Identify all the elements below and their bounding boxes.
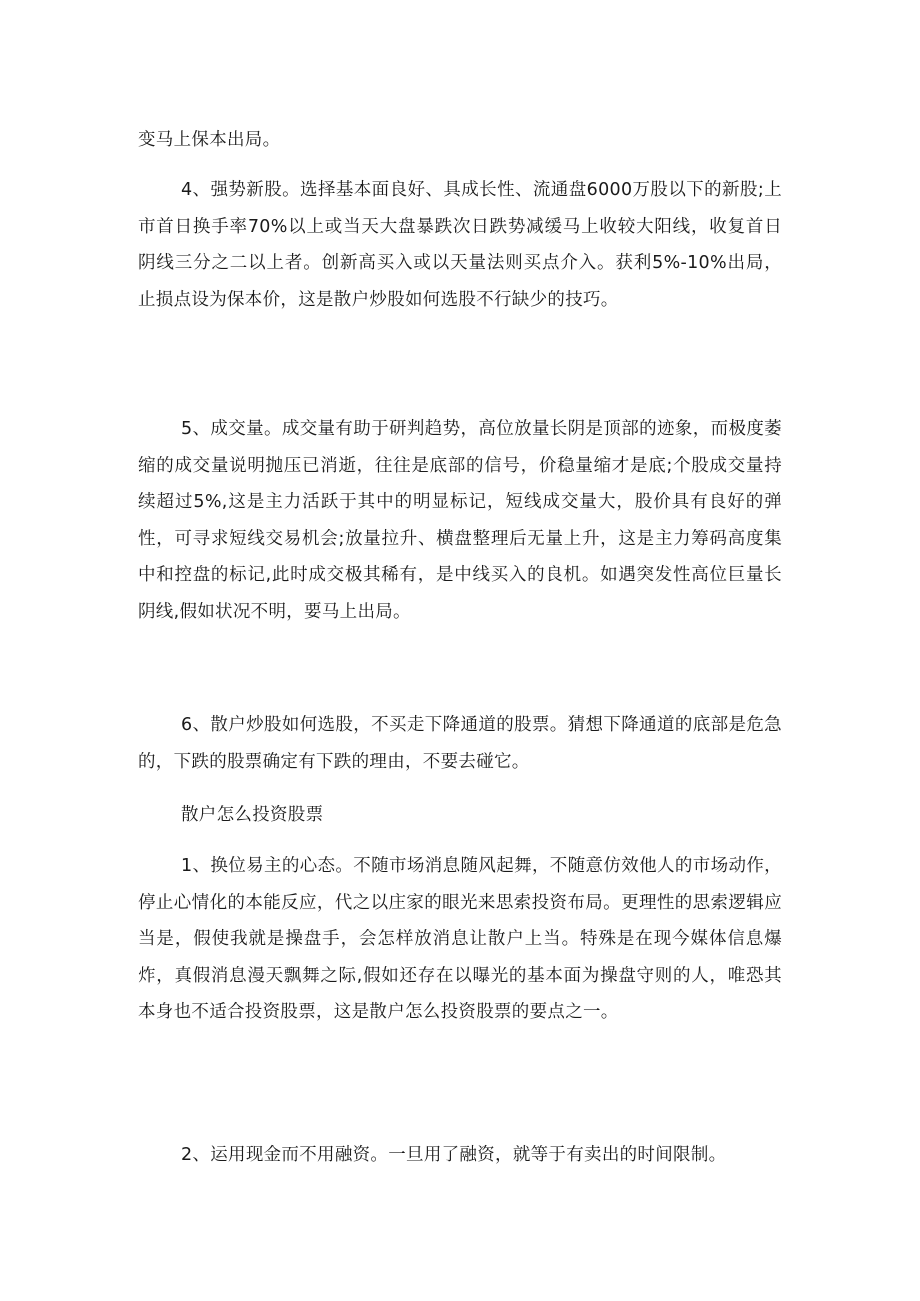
paragraph-trading-volume bbox=[138, 411, 782, 630]
paragraph-text: 变马上保本出局。 bbox=[138, 130, 281, 150]
paragraph-cash-not-margin bbox=[138, 1137, 782, 1174]
paragraph-text: 6、散户炒股如何选股，不买走下降通道的股票。猜想下降通道的底部是危急的，下跌的股票确定有下跌的理由，不要去碰它。 bbox=[138, 715, 782, 772]
paragraph-continuation bbox=[138, 122, 782, 159]
paragraph-text: 1、换位易主的心态。不随市场消息随风起舞，不随意仿效他人的市场动作，停止心情化的本能反应，代之以庄家的眼光来思索投资布局。更理性的思索逻辑应当是，假使我就是操盘手，会怎样放消息让散户上当。特殊是在现今媒体信息爆炸，真假消息漫天飘舞之际,假如还存在以曝光的基本面为操盘守则的人，唯恐其本身也不适合投资股票，这是散户怎么投资股票的要点之一。 bbox=[138, 856, 782, 1022]
paragraph-downtrend-channel bbox=[138, 707, 782, 780]
paragraph-text: 2、运用现金而不用融资。一旦用了融资，就等于有卖出的时间限制。 bbox=[181, 1145, 727, 1165]
section-heading bbox=[138, 797, 782, 834]
paragraph-text: 5、成交量。成交量有助于研判趋势，高位放量长阴是顶部的迹象，而极度萎缩的成交量说明抛压已消逝，往往是底部的信号，价稳量缩才是底;个股成交量持续超过5%,这是主力活跃于其中的明显标记，短线成交量大，股价具有良好的弹性，可寻求短线交易机会;放量拉升、横盘整理后无量上升，这是主力筹码高度集中和控盘的标记,此时成交极其稀有，是中线买入的良机。如遇突发性高位巨量长阴线,假如状况不明，要马上出局。 bbox=[138, 419, 782, 622]
paragraph-strong-new-stocks bbox=[138, 172, 782, 318]
paragraph-text: 4、强势新股。选择基本面良好、具成长性、流通盘6000万股以下的新股;上市首日换手率70%以上或当天大盘暴跌次日跌势减缓马上收较大阳线，收复首日阴线三分之二以上者。创新高买入或以天量法则买点介入。获利5%-10%出局，止损点设为保本价，这是散户炒股如何选股不行缺少的技巧。 bbox=[138, 180, 782, 310]
paragraph-mindset bbox=[138, 848, 782, 1031]
section-heading-text: 散户怎么投资股票 bbox=[181, 805, 324, 825]
